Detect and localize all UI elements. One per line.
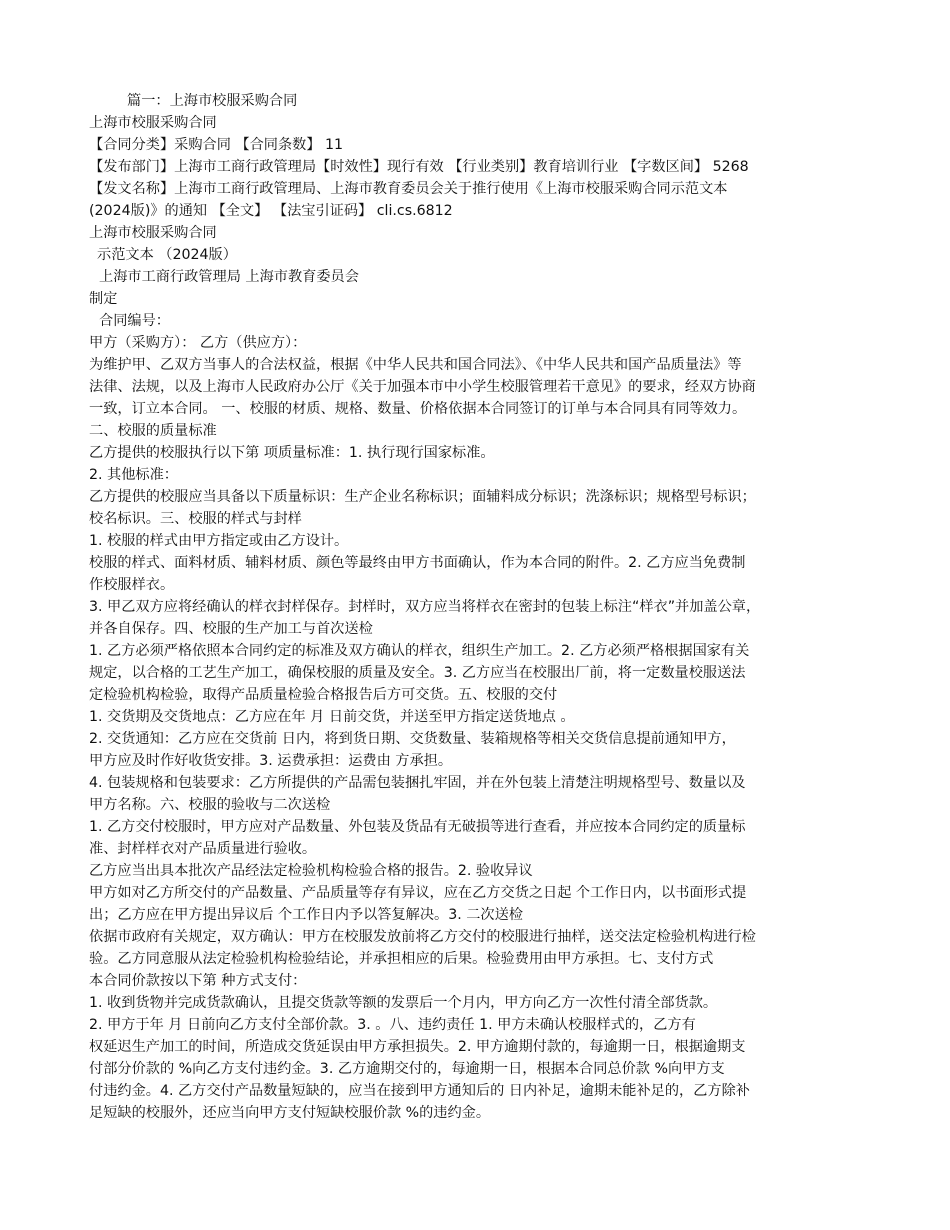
text-line: 权延迟生产加工的时间，所造成交货延误由甲方承担损失。2. 甲方逾期付款的，每逾期一日，根据逾期支	[89, 1039, 746, 1055]
text-line: 二、校服的质量标准	[89, 423, 217, 439]
text-line: 1. 收到货物并完成货款确认，且提交货款等额的发票后一个月内，甲方向乙方一次性付清全部货款。	[89, 995, 718, 1011]
text-line: 甲方名称。六、校服的验收与二次送检	[89, 797, 331, 813]
text-line: 示范文本 （2024版）	[97, 247, 237, 263]
text-line: 甲方应及时作好收货安排。3. 运费承担：运费由 方承担。	[89, 753, 453, 769]
text-line: 乙方提供的校服应当具备以下质量标识：生产企业名称标识；面辅料成分标识；洗涤标识；规格型号标识；	[89, 489, 756, 505]
text-line: 定检验机构检验，取得产品质量检验合格报告后方可交货。五、校服的交付	[89, 687, 558, 703]
document-heading: 篇一：上海市校服采购合同	[127, 93, 298, 109]
text-line: 并各自保存。四、校服的生产加工与首次送检	[89, 621, 373, 637]
text-line: 2. 甲方于年 月 日前向乙方支付全部价款。3. 。八、违约责任 1. 甲方未确认校服样式的，乙方有	[89, 1017, 696, 1033]
text-line: 甲方（采购方）： 乙方（供应方）：	[89, 335, 307, 351]
text-line: 2. 交货通知：乙方应在交货前 日内，将到货日期、交货数量、装箱规格等相关交货信息提前通知甲方，	[89, 731, 736, 747]
text-line: 出；乙方应在甲方提出异议后 个工作日内予以答复解决。3. 二次送检	[89, 907, 523, 923]
text-line: 上海市工商行政管理局 上海市教育委员会	[99, 269, 359, 285]
text-line: 作校服样衣。	[89, 577, 175, 593]
text-line: 4. 包装规格和包装要求：乙方所提供的产品需包装捆扎牢固，并在外包装上清楚注明规格型号、数量以及	[89, 775, 746, 791]
text-line: 2. 其他标准：	[89, 467, 178, 483]
text-line: 1. 乙方交付校服时，甲方应对产品数量、外包装及货品有无破损等进行查看，并应按本合同约定的质量标	[89, 819, 746, 835]
text-line: (2024版)》的通知 【全文】 【法宝引证码】 cli.cs.6812	[89, 203, 453, 219]
text-line: 足短缺的校服外，还应当向甲方支付短缺校服价款 %的违约金。	[89, 1105, 491, 1121]
document-text	[89, 112, 861, 1124]
text-line: 【发文名称】上海市工商行政管理局、上海市教育委员会关于推行使用《上海市校服采购合同示范文本	[89, 181, 728, 197]
text-line: 付部分价款的 %向乙方支付违约金。3. 乙方逾期交付的，每逾期一日，根据本合同总价款 %向甲方支	[89, 1061, 725, 1077]
text-line: 依据市政府有关规定，双方确认：甲方在校服发放前将乙方交付的校服进行抽样，送交法定检验机构进行检	[89, 929, 756, 945]
text-line: 【合同分类】采购合同 【合同条数】 11	[89, 137, 344, 153]
document-body	[89, 90, 861, 1124]
text-line: 上海市校服采购合同	[89, 225, 217, 241]
text-line: 1. 乙方必须严格依照本合同约定的标准及双方确认的样衣，组织生产加工。2. 乙方必须严格根据国家有关	[89, 643, 750, 659]
text-line: 上海市校服采购合同	[89, 115, 217, 131]
text-line: 乙方应当出具本批次产品经法定检验机构检验合格的报告。2. 验收异议	[89, 863, 533, 879]
text-line: 甲方如对乙方所交付的产品数量、产品质量等存有异议，应在乙方交货之日起 个工作日内，以书面形式提	[89, 885, 747, 901]
text-line: 法律、法规，以及上海市人民政府办公厅《关于加强本市中小学生校服管理若干意见》的要求，经双方协商	[89, 379, 756, 395]
text-line: 一致，订立本合同。 一、校服的材质、规格、数量、价格依据本合同签订的订单与本合同具有同等效力。	[89, 401, 747, 417]
text-line: 校服的样式、面料材质、辅料材质、颜色等最终由甲方书面确认，作为本合同的附件。2. 乙方应当免费制	[89, 555, 746, 571]
text-line: 3. 甲乙双方应将经确认的样衣封样保存。封样时，双方应当将样衣在密封的包装上标注“样衣”并加盖公章，	[89, 599, 761, 615]
text-line: 为维护甲、乙双方当事人的合法权益，根据《中华人民共和国合同法》、《中华人民共和国产品质量法》等	[89, 357, 742, 373]
text-line: 本合同价款按以下第 种方式支付：	[89, 973, 307, 989]
text-line: 验。乙方同意服从法定检验机构检验结论，并承担相应的后果。检验费用由甲方承担。七、支付方式	[89, 951, 714, 967]
text-line: 规定，以合格的工艺生产加工，确保校服的质量及安全。3. 乙方应当在校服出厂前，将一定数量校服送法	[89, 665, 746, 681]
text-line: 乙方提供的校服执行以下第 项质量标准：1. 执行现行国家标准。	[89, 445, 495, 461]
text-line: 1. 交货期及交货地点：乙方应在年 月 日前交货，并送至甲方指定送货地点 。	[89, 709, 575, 725]
text-line: 付违约金。4. 乙方交付产品数量短缺的，应当在接到甲方通知后的 日内补足，逾期未能补足的，乙方除补	[89, 1083, 750, 1099]
text-line: 1. 校服的样式由甲方指定或由乙方设计。	[89, 533, 349, 549]
text-line: 校名标识。三、校服的样式与封样	[89, 511, 302, 527]
text-line: 合同编号：	[99, 313, 170, 329]
text-line: 准、封样样衣对产品质量进行验收。	[89, 841, 317, 857]
text-line: 【发布部门】上海市工商行政管理局【时效性】现行有效 【行业类别】教育培训行业 【字数区间】 5268	[89, 159, 749, 175]
text-line: 制定	[89, 291, 118, 307]
